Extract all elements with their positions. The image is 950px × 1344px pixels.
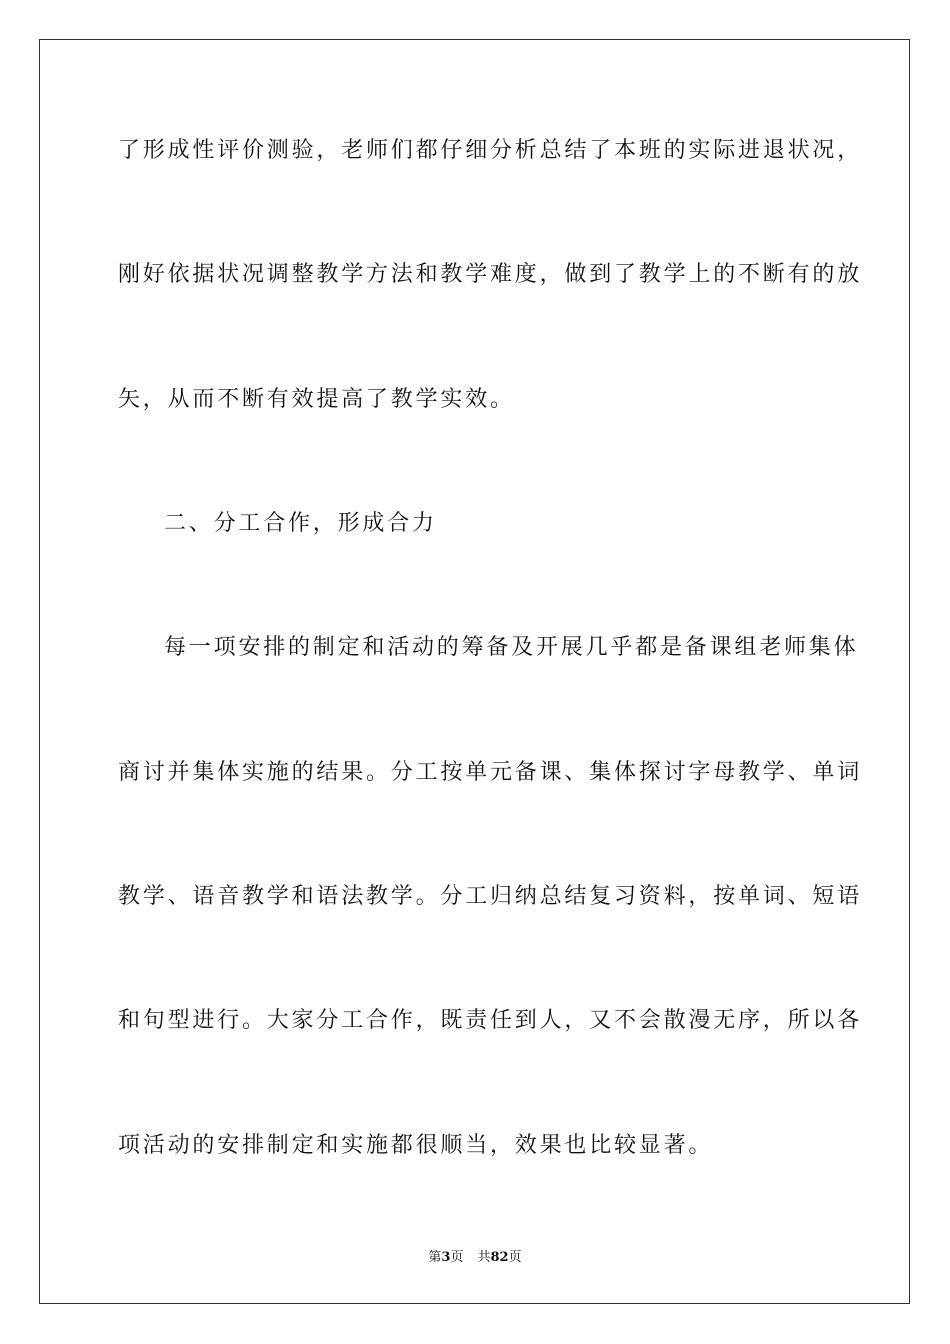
- paragraph-line: 和句型进行。大家分工合作，既责任到人，又不会散漫无序，所以各: [118, 1008, 863, 1033]
- paragraph-line: 项活动的安排制定和实施都很顺当，效果也比较显著。: [118, 1133, 714, 1158]
- paragraph-line: 每一项安排的制定和活动的筹备及开展几乎都是备课组老师集体: [164, 635, 859, 660]
- page-footer: [0, 1246, 950, 1265]
- paragraph-line: 商讨并集体实施的结果。分工按单元备课、集体探讨字母教学、单词: [118, 760, 863, 785]
- page-prefix: 第: [428, 1250, 442, 1265]
- total-pages: 82: [490, 1250, 509, 1265]
- page-border: [39, 39, 910, 1304]
- paragraph-line: 教学、语音教学和语法教学。分工归纳总结复习资料，按单词、短语: [118, 884, 863, 909]
- total-prefix: 共: [477, 1250, 491, 1265]
- page-number: 3: [441, 1250, 451, 1265]
- paragraph-line: 刚好依据状况调整教学方法和教学难度，做到了教学上的不断有的放: [118, 262, 863, 287]
- section-heading: 二、分工合作，形成合力: [164, 511, 437, 536]
- total-suffix: 页: [508, 1250, 522, 1265]
- paragraph-line: 了形成性评价测验，老师们都仔细分析总结了本班的实际进退状况，: [118, 138, 863, 163]
- paragraph-line: 矢，从而不断有效提高了教学实效。: [118, 387, 515, 412]
- page-suffix: 页: [450, 1250, 464, 1265]
